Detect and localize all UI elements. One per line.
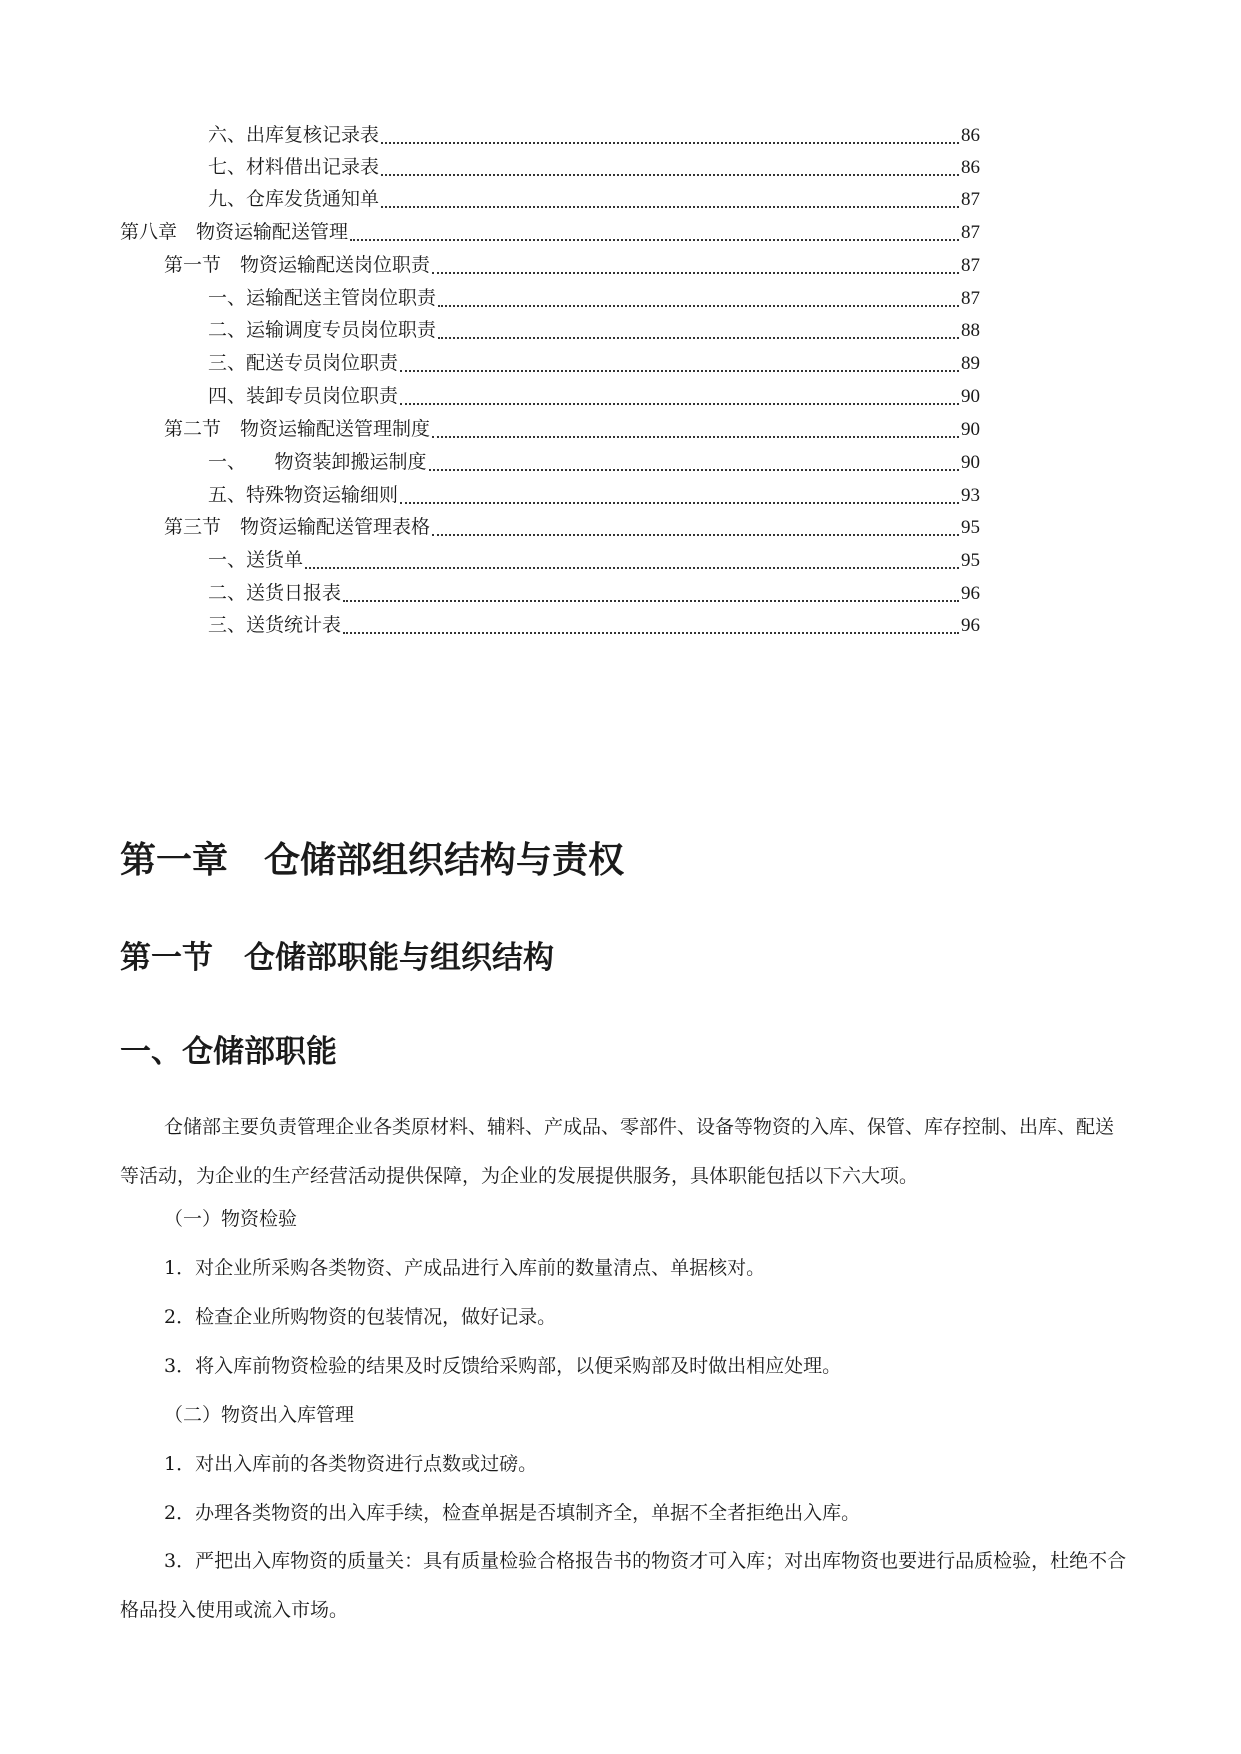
toc-entry-title: 五、特殊物资运输细则 — [208, 484, 399, 506]
list-item: 1．对出入库前的各类物资进行点数或过磅。 — [164, 1453, 538, 1475]
toc-entry-title: 一、运输配送主管岗位职责 — [208, 287, 437, 309]
toc-entry-page: 95 — [961, 550, 980, 571]
toc-dot-leader — [343, 632, 959, 634]
toc-entry-page: 95 — [961, 517, 980, 538]
toc-entry-page: 86 — [961, 157, 980, 178]
toc-entry[interactable] — [164, 250, 980, 280]
group-heading: （一）物资检验 — [164, 1208, 298, 1230]
list-item: 2．办理各类物资的出入库手续，检查单据是否填制齐全，单据不全者拒绝出入库。 — [164, 1502, 861, 1524]
toc-dot-leader — [350, 239, 959, 241]
section-title: 第一节 仓储部职能与组织结构 — [120, 940, 554, 976]
toc-dot-leader — [343, 600, 959, 602]
toc-entry-title: 三、送货统计表 — [208, 614, 342, 636]
toc-dot-leader — [381, 174, 959, 176]
subsection-title: 一、仓储部职能 — [120, 1034, 337, 1070]
toc-entry-page: 90 — [961, 386, 980, 407]
list-item: 1．对企业所采购各类物资、产成品进行入库前的数量清点、单据核对。 — [164, 1257, 766, 1279]
toc-entry-title: 一、送货单 — [208, 549, 304, 571]
toc-dot-leader — [432, 534, 959, 536]
toc-entry-title: 二、运输调度专员岗位职责 — [208, 319, 437, 341]
toc-dot-leader — [432, 436, 959, 438]
toc-entry-page: 87 — [961, 255, 980, 276]
toc-entry[interactable] — [208, 545, 980, 575]
toc-dot-leader — [438, 337, 959, 339]
toc-entry-title: 七、材料借出记录表 — [208, 156, 380, 178]
toc-entry[interactable] — [120, 217, 980, 247]
toc-dot-leader — [432, 272, 959, 274]
toc-entry-page: 90 — [961, 452, 980, 473]
toc-entry-page: 87 — [961, 222, 980, 243]
toc-entry-page: 90 — [961, 419, 980, 440]
toc-entry[interactable] — [208, 283, 980, 313]
toc-entry-page: 96 — [961, 583, 980, 604]
toc-entry-page: 88 — [961, 320, 980, 341]
toc-entry-title: 九、仓库发货通知单 — [208, 188, 380, 210]
toc-dot-leader — [400, 370, 959, 372]
list-item: 2．检查企业所购物资的包装情况，做好记录。 — [164, 1306, 557, 1328]
toc-entry-title: 第三节 物资运输配送管理表格 — [164, 516, 431, 538]
toc-entry[interactable] — [208, 184, 980, 214]
toc-entry[interactable] — [208, 480, 980, 510]
toc-entry[interactable] — [164, 512, 980, 542]
toc-dot-leader — [381, 206, 959, 208]
toc-entry-title: 四、装卸专员岗位职责 — [208, 385, 399, 407]
toc-dot-leader — [400, 502, 959, 504]
toc-entry-title: 第一节 物资运输配送岗位职责 — [164, 254, 431, 276]
intro-paragraph: 仓储部主要负责管理企业各类原材料、辅料、产成品、零部件、设备等物资的入库、保管、库存控制、出库、配送等活动，为企业的生产经营活动提供保障，为企业的发展提供服务，具体职能包括以下六大项。 — [120, 1116, 1115, 1187]
toc-entry[interactable] — [208, 152, 980, 182]
toc-entry[interactable] — [208, 578, 980, 608]
toc-entry[interactable] — [208, 610, 980, 640]
toc-entry[interactable] — [208, 315, 980, 345]
toc-entry-page: 86 — [961, 125, 980, 146]
toc-entry-page: 89 — [961, 353, 980, 374]
toc-entry-title: 第八章 物资运输配送管理 — [120, 221, 349, 243]
toc-entry-page: 96 — [961, 615, 980, 636]
toc-entry-title: 二、送货日报表 — [208, 582, 342, 604]
toc-entry-page: 87 — [961, 288, 980, 309]
toc-entry-title: 三、配送专员岗位职责 — [208, 352, 399, 374]
toc-dot-leader — [381, 142, 959, 144]
group-heading: （二）物资出入库管理 — [164, 1404, 355, 1426]
toc-entry[interactable] — [208, 120, 980, 150]
toc-entry[interactable] — [208, 381, 980, 411]
toc-entry-title: 一、 物资装卸搬运制度 — [208, 451, 427, 473]
toc-dot-leader — [400, 403, 959, 405]
toc-entry-page: 93 — [961, 485, 980, 506]
list-item: 3．将入库前物资检验的结果及时反馈给采购部，以便采购部及时做出相应处理。 — [164, 1355, 842, 1377]
chapter-title: 第一章 仓储部组织结构与责权 — [120, 840, 625, 881]
list-item: 3．严把出入库物资的质量关：具有质量检验合格报告书的物资才可入库；对出库物资也要进行品质检验，杜绝不合格品投入使用或流入市场。 — [120, 1550, 1127, 1621]
toc-entry[interactable] — [208, 447, 980, 477]
toc-dot-leader — [438, 305, 959, 307]
toc-entry-title: 第二节 物资运输配送管理制度 — [164, 418, 431, 440]
toc-entry-title: 六、出库复核记录表 — [208, 124, 380, 146]
toc-entry[interactable] — [164, 414, 980, 444]
toc-entry-page: 87 — [961, 189, 980, 210]
toc-entry[interactable] — [208, 348, 980, 378]
toc-dot-leader — [429, 469, 959, 471]
toc-dot-leader — [305, 567, 959, 569]
